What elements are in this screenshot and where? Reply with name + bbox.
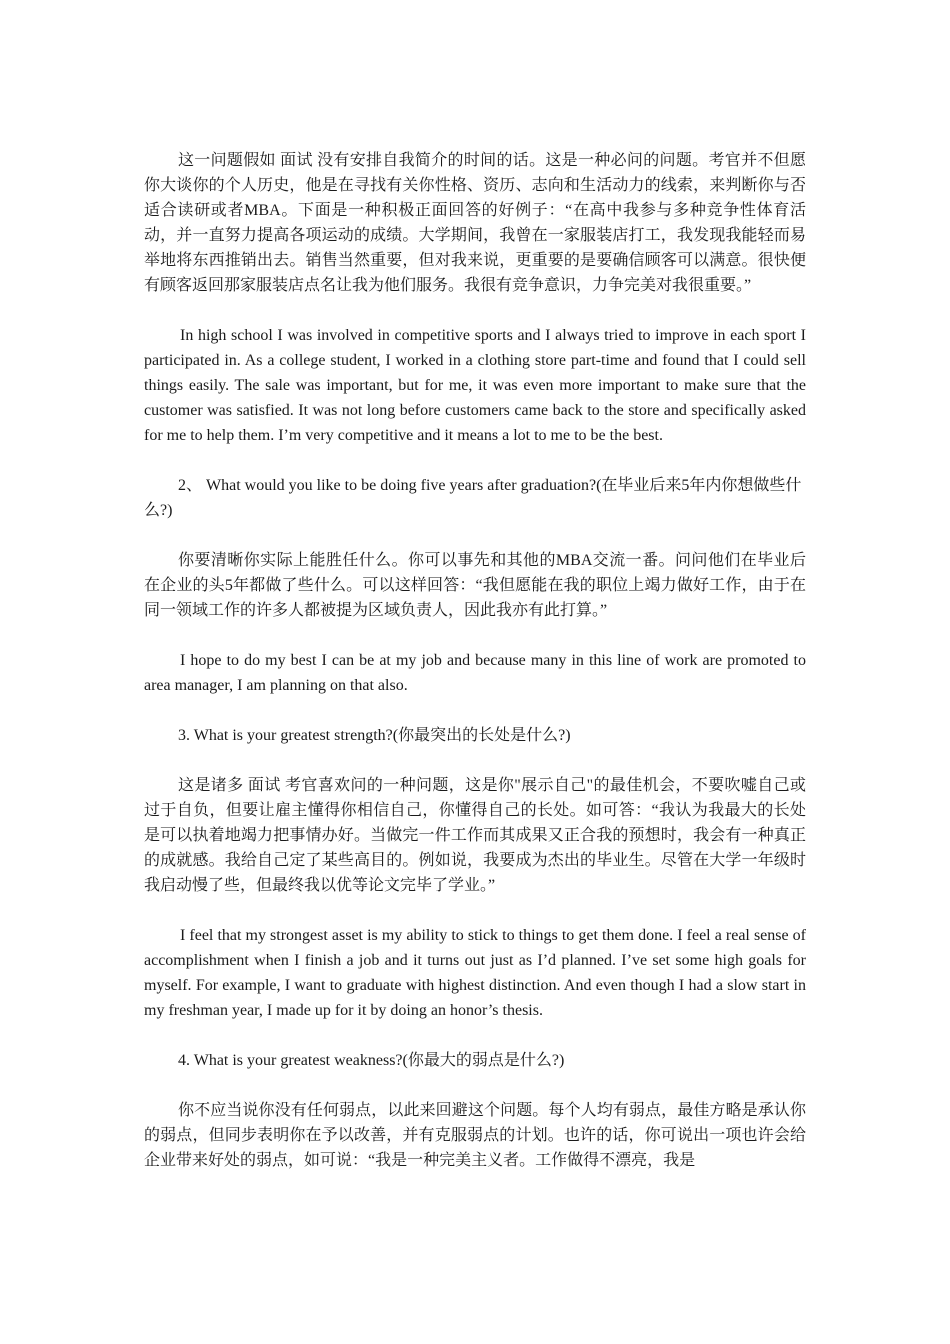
paragraph-self-intro-en: In high school I was involved in competitive sports and I always tried to improve in each sport I participated in. As a college student, I worked in a clothing store part-time and found that I could sell things easily. The sale was important, but for me, it was even more important to make sure that the customer was satisfied. It was not long before customers came back to the store and specifically asked for me to help them. I’m very competitive and it means a lot to me to be the best. <box>144 327 806 444</box>
paragraph-five-years-en: I hope to do my best I can be at my job and because many in this line of work are promoted to area manager, I am planning on that also. <box>144 652 806 694</box>
paragraph-self-intro-cn: 这一问题假如 面试 没有安排自我简介的时间的话。这是一种必问的问题。考官并不但愿你大谈你的个人历史，他是在寻找有关你性格、资历、志向和生活动力的线索，来判断你与否适合读研或者MBA。下面是一种积极正面回答的好例子：“在高中我参与多种竞争性体育活动，并一直努力提高各项运动的成绩。大学期间，我曾在一家服装店打工，我发现我能轻而易举地将东西推销出去。销售当然重要，但对我来说，更重要的是要确信顾客可以满意。很快便有顾客返回那家服装店点名让我为他们服务。我很有竞争意识，力争完美对我很重要。” <box>144 152 806 294</box>
paragraph-strength-cn: 这是诸多 面试 考官喜欢问的一种问题，这是你"展示自己"的最佳机会，不要吹嘘自己或过于自负，但要让雇主懂得你相信自己，你懂得自己的长处。如可答：“我认为我最大的长处是可以执着地竭力把事情办好。当做完一件工作而其成果又正合我的预想时，我会有一种真正的成就感。我给自己定了某些高目的。例如说，我要成为杰出的毕业生。尽管在大学一年级时我启动慢了些，但最终我以优等论文完毕了学业。” <box>144 777 806 894</box>
document-page <box>144 148 806 1198</box>
paragraph-weakness-cn: 你不应当说你没有任何弱点，以此来回避这个问题。每个人均有弱点，最佳方略是承认你的弱点，但同步表明你在予以改善，并有克服弱点的计划。也许的话，你可说出一项也许会给企业带来好处的弱点，如可说：“我是一种完美主义者。工作做得不漂亮，我是 <box>144 1102 806 1169</box>
question-2-heading: 2、 What would you like to be doing five years after graduation?(在毕业后来5年内你想做些什么?) <box>144 477 802 519</box>
question-3-heading: 3. What is your greatest strength?(你最突出的长处是什么?) <box>178 727 571 744</box>
question-4-heading: 4. What is your greatest weakness?(你最大的弱点是什么?) <box>178 1052 565 1069</box>
paragraph-strength-en: I feel that my strongest asset is my ability to stick to things to get them done. I feel a real sense of accomplishment when I finish a job and it turns out just as I’d planned. I’ve set some high goals for myself. For example, I want to graduate with highest distinction. And even though I had a slow start in my freshman year, I made up for it by doing an honor’s thesis. <box>144 927 806 1019</box>
paragraph-five-years-cn: 你要清晰你实际上能胜任什么。你可以事先和其他的MBA交流一番。问问他们在毕业后在企业的头5年都做了些什么。可以这样回答：“我但愿能在我的职位上竭力做好工作，由于在同一领域工作的许多人都被提为区域负责人，因此我亦有此打算。” <box>144 552 806 619</box>
